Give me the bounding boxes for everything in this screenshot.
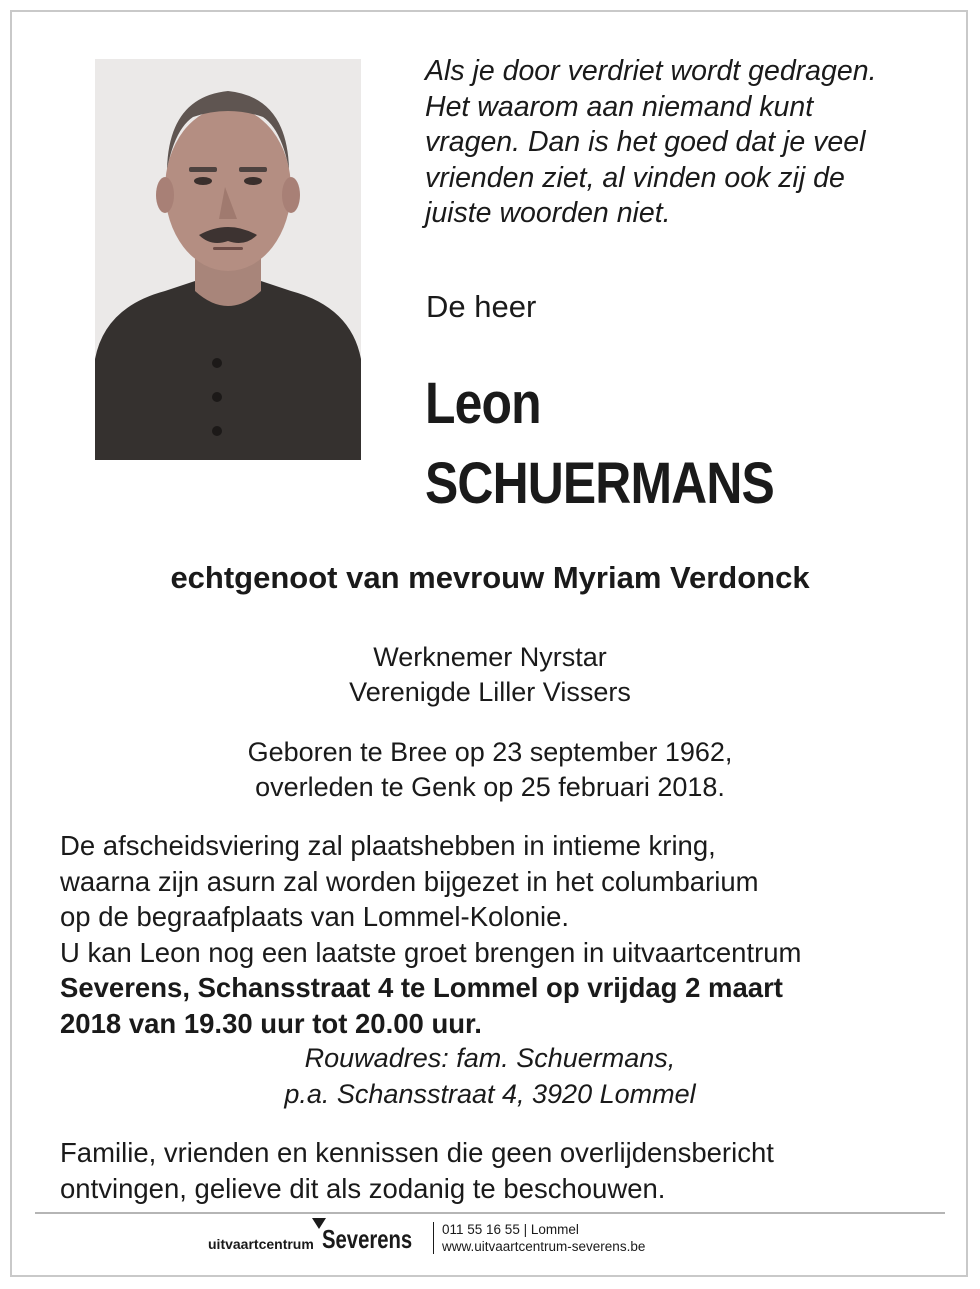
honorific: De heer xyxy=(426,289,537,324)
address-line: Rouwadres: fam. Schuermans, xyxy=(304,1043,676,1073)
deceased-first-name: Leon xyxy=(425,371,541,436)
ceremony-line: De afscheidsviering zal plaatshebben in intieme kring, xyxy=(60,830,716,861)
contact-info xyxy=(442,1221,645,1255)
birth-line: Geboren te Bree op 23 september 1962, xyxy=(247,737,733,767)
portrait-illustration xyxy=(95,59,361,460)
ceremony-line: waarna zijn asurn zal worden bijgezet in het columbarium xyxy=(60,865,759,897)
viewing-details xyxy=(60,970,940,1006)
footer-separator xyxy=(433,1222,434,1254)
viewing-line: 2018 van 19.30 uur tot 20.00 uur. xyxy=(60,1007,482,1039)
death-line: overleden te Genk op 25 februari 2018. xyxy=(255,772,725,802)
brand-name: Severens xyxy=(322,1224,413,1254)
footer-divider xyxy=(35,1212,945,1214)
funeral-home-footer xyxy=(0,1216,980,1266)
condolence-address xyxy=(0,1041,980,1112)
deceased-last-name: SCHUERMANS xyxy=(425,451,774,516)
memorial-poem: Als je door verdriet wordt gedragen. Het waarom aan niemand kunt vragen. Dan is het goed dat je veel vrienden ziet, al vinden ook zij de juiste woorden niet. xyxy=(425,55,877,229)
viewing-details xyxy=(60,1006,940,1042)
ceremony-line: U kan Leon nog een laatste groet brengen in uitvaartcentrum xyxy=(60,936,802,968)
website-link[interactable]: www.uitvaartcentrum-severens.be xyxy=(442,1239,646,1254)
brand-small-text: uitvaartcentrum xyxy=(208,1236,314,1252)
spouse-line: echtgenoot van mevrouw Myriam Verdonck xyxy=(170,560,810,595)
affiliation-employer: Werknemer Nyrstar xyxy=(373,642,607,672)
address-line: p.a. Schansstraat 4, 3920 Lommel xyxy=(284,1078,696,1109)
portrait-photo xyxy=(95,59,361,460)
closing-note xyxy=(60,1135,940,1206)
ceremony-text xyxy=(60,828,940,1041)
ceremony-line: op de begraafplaats van Lommel-Kolonie. xyxy=(60,901,570,932)
viewing-line: Severens, Schansstraat 4 te Lommel op vrijdag 2 maart xyxy=(60,972,783,1003)
closing-line: Familie, vrienden en kennissen die geen overlijdensbericht xyxy=(60,1137,774,1168)
affiliation-club: Verenigde Liller Vissers xyxy=(349,677,631,707)
closing-line: ontvingen, gelieve dit als zodanig te beschouwen. xyxy=(60,1172,666,1204)
phone-line: 011 55 16 55 | Lommel xyxy=(442,1222,579,1237)
